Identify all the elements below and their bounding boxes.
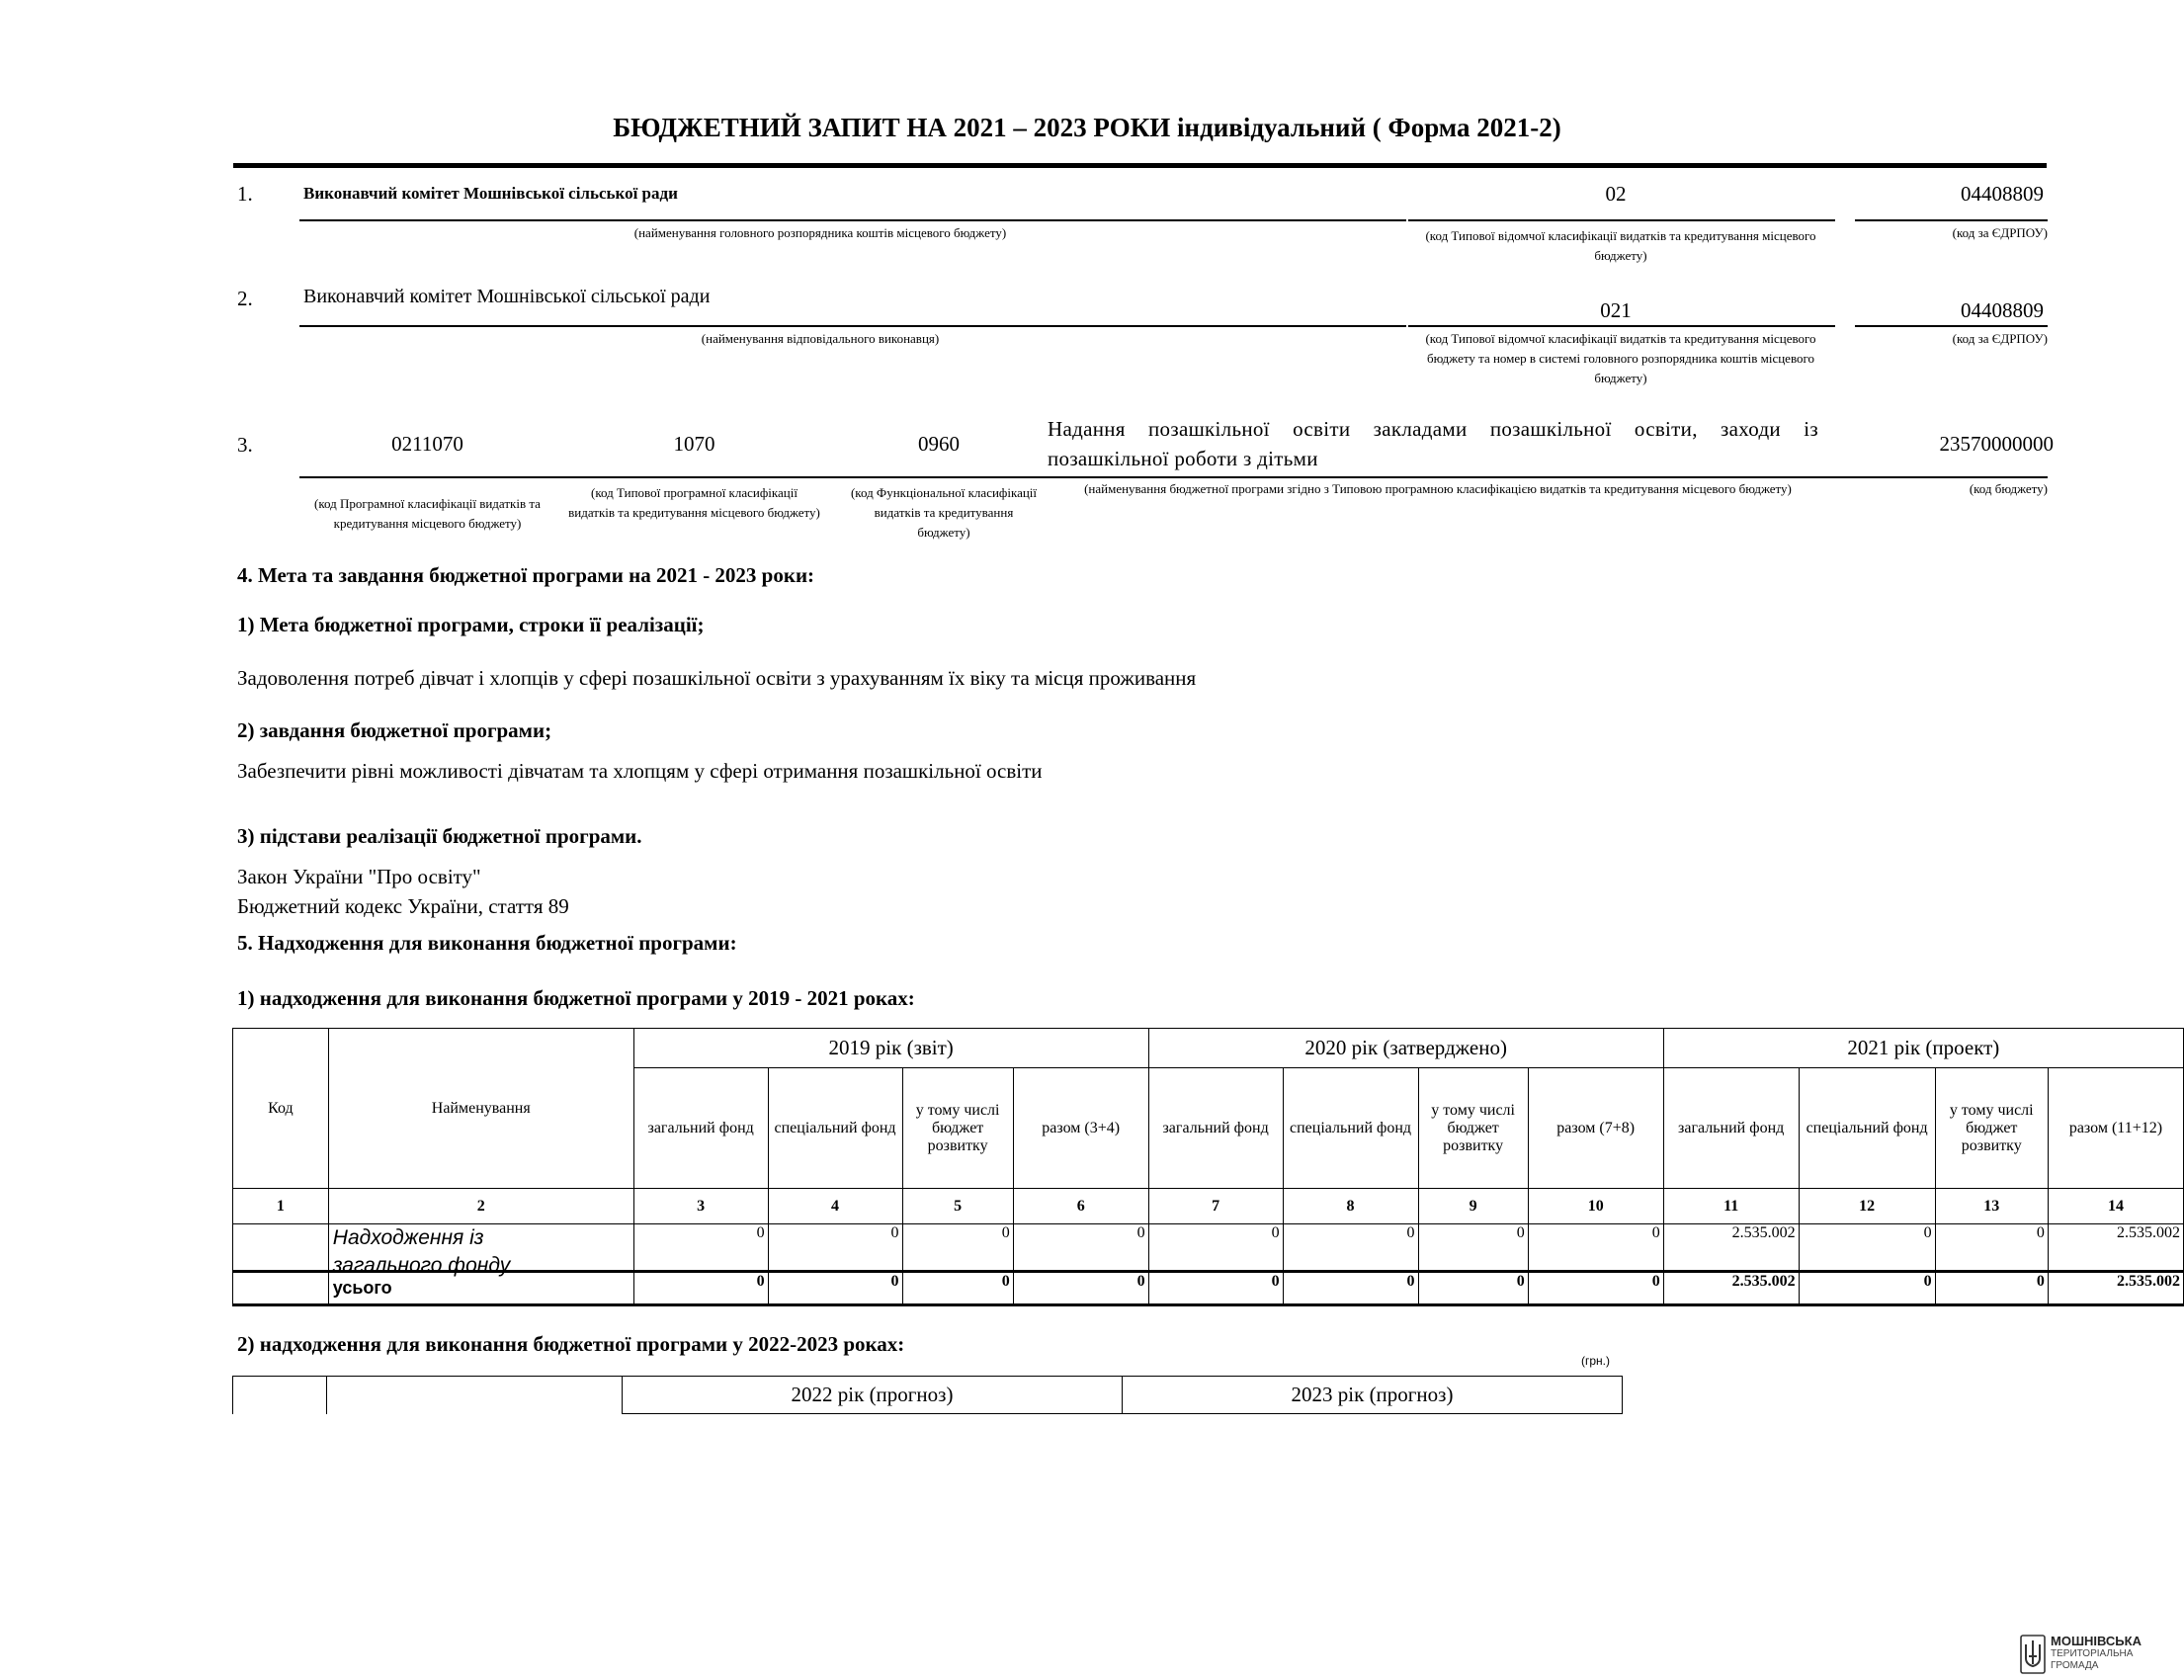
subheader-development-budget: у тому числі бюджет розвитку <box>1418 1068 1528 1189</box>
row1-name-line <box>299 219 1406 221</box>
page-title: БЮДЖЕТНИЙ ЗАПИТ НА 2021 – 2023 РОКИ індивідуальний ( Форма 2021-2) <box>613 113 1561 142</box>
row-code <box>233 1224 329 1272</box>
budget-code-caption: (код бюджету) <box>1969 481 2048 496</box>
goal-heading: 1) Мета бюджетної програми, строки її реалізації; <box>237 613 705 636</box>
community-logo <box>2020 1635 2168 1674</box>
table2-heading: 2) надходження для виконання бюджетної програми у 2022-2023 роках: <box>237 1332 905 1356</box>
subheader-development-budget: у тому числі бюджет розвитку <box>902 1068 1013 1189</box>
row3-line <box>299 476 2036 478</box>
subheader-total: разом (3+4) <box>1013 1068 1148 1189</box>
column-number: 9 <box>1418 1189 1528 1224</box>
row1-code: 02 <box>1605 182 1627 206</box>
title-rule <box>233 163 2047 168</box>
subheader-general-fund: загальний фонд <box>633 1068 768 1189</box>
column-number: 1 <box>233 1189 329 1224</box>
logo-line-2: ТЕРИТОРІАЛЬНА <box>2051 1648 2134 1659</box>
row2-code: 021 <box>1600 298 1632 322</box>
table-row-total <box>233 1272 2184 1305</box>
section4-heading: 4. Мета та завдання бюджетної програми на 2021 - 2023 роки: <box>237 563 815 587</box>
column-numbers-row <box>233 1189 2184 1224</box>
subheader-special-fund: спеціальний фонд <box>768 1068 902 1189</box>
table1-clip <box>231 1027 2180 1313</box>
subheader-development-budget: у тому числі бюджет розвитку <box>1935 1068 2048 1189</box>
value-cell: 2.535.002 <box>1663 1224 1799 1272</box>
logo-line-1: МОШНІВСЬКА <box>2051 1634 2142 1648</box>
total-cell: 0 <box>1528 1272 1663 1305</box>
total-cell: 0 <box>1148 1272 1283 1305</box>
header-year-2021: 2021 рік (проект) <box>1663 1029 2183 1068</box>
row3-number: 3. <box>237 433 253 457</box>
value-cell: 0 <box>633 1224 768 1272</box>
row3-budget-line <box>1855 476 2048 478</box>
row2-edrpou: 04408809 <box>1961 298 2044 322</box>
row2-number: 2. <box>237 287 253 310</box>
header-name: Найменування <box>328 1029 633 1189</box>
functional-code-caption: (код Функціональної класифікації видатків та кредитування бюджету) <box>850 485 1038 540</box>
total-cell: 2.535.002 <box>1663 1272 1799 1305</box>
budget-code: 23570000000 <box>1939 432 2054 456</box>
column-number: 12 <box>1799 1189 1935 1224</box>
value-cell: 2.535.002 <box>2048 1224 2183 1272</box>
total-cell: 0 <box>902 1272 1013 1305</box>
column-number: 10 <box>1528 1189 1663 1224</box>
income-table-2019-2021 <box>232 1028 2184 1306</box>
row-name: усього <box>328 1272 633 1305</box>
subheader-total: разом (7+8) <box>1528 1068 1663 1189</box>
value-cell: 0 <box>1528 1224 1663 1272</box>
value-cell: 0 <box>1935 1224 2048 1272</box>
row-name <box>328 1224 633 1277</box>
column-number: 11 <box>1663 1189 1799 1224</box>
header-code: Код <box>233 1029 329 1189</box>
row2-organization: Виконавчий комітет Мошнівської сільської ради <box>303 286 711 307</box>
value-cell: 0 <box>1148 1224 1283 1272</box>
value-cell: 0 <box>1013 1224 1148 1272</box>
row1-edrpou-line <box>1855 219 2048 221</box>
row1-edrpou: 04408809 <box>1961 182 2044 206</box>
trident-icon <box>2020 1635 2046 1674</box>
subheader-general-fund: загальний фонд <box>1148 1068 1283 1189</box>
column-number: 4 <box>768 1189 902 1224</box>
value-cell: 0 <box>902 1224 1013 1272</box>
row1-code-caption: (код Типової відомчої класифікації видатків та кредитування місцевого бюджету) <box>1425 228 1816 263</box>
row1-code-line <box>1408 219 1835 221</box>
basis-line-2: Бюджетний кодекс України, стаття 89 <box>237 894 569 918</box>
program-code: 0211070 <box>391 432 463 456</box>
unit-label: (грн.) <box>1581 1354 1611 1368</box>
column-number: 7 <box>1148 1189 1283 1224</box>
row1-name-caption: (найменування головного розпорядника коштів місцевого бюджету) <box>633 225 1007 240</box>
task-text: Забезпечити рівні можливості дівчатам та хлопцям у сфері отримання позашкільної освіти <box>237 759 1043 783</box>
total-cell: 0 <box>1283 1272 1418 1305</box>
row2-name-caption: (найменування відповідального виконавця) <box>701 331 940 346</box>
header-year-2023: 2023 рік (прогноз) <box>1123 1377 1623 1414</box>
value-cell: 0 <box>768 1224 902 1272</box>
column-number: 5 <box>902 1189 1013 1224</box>
typical-program-code: 1070 <box>673 432 715 456</box>
column-number: 6 <box>1013 1189 1148 1224</box>
header-year-2019: 2019 рік (звіт) <box>633 1029 1148 1068</box>
row-code <box>233 1272 329 1305</box>
total-cell: 0 <box>1799 1272 1935 1305</box>
row2-code-caption: (код Типової відомчої класифікації видатків та кредитування місцевого бюджету та номер в системі головного розпорядника коштів місцевого бюджету) <box>1425 331 1816 385</box>
header-year-2022: 2022 рік (прогноз) <box>623 1377 1123 1414</box>
total-cell: 0 <box>768 1272 902 1305</box>
header-code <box>233 1377 327 1414</box>
table1-heading: 1) надходження для виконання бюджетної програми у 2019 - 2021 роках: <box>237 986 915 1010</box>
row1-number: 1. <box>237 182 253 206</box>
header-year-2020: 2020 рік (затверджено) <box>1148 1029 1663 1068</box>
table-row-income <box>233 1224 2184 1272</box>
logo-line-3: ГРОМАДА <box>2051 1660 2099 1671</box>
row2-edrpou-line <box>1855 325 2048 327</box>
row1-edrpou-caption: (код за ЄДРПОУ) <box>1952 225 2048 240</box>
column-number: 3 <box>633 1189 768 1224</box>
section5-heading: 5. Надходження для виконання бюджетної програми: <box>237 931 737 955</box>
column-number: 2 <box>328 1189 633 1224</box>
value-cell: 0 <box>1418 1224 1528 1272</box>
total-cell: 0 <box>1418 1272 1528 1305</box>
program-code-caption: (код Програмної класифікації видатків та кредитування місцевого бюджету) <box>314 496 541 531</box>
total-cell: 0 <box>1935 1272 2048 1305</box>
subheader-general-fund: загальний фонд <box>1663 1068 1799 1189</box>
value-cell: 0 <box>1283 1224 1418 1272</box>
row-name-text: Надходження із загального фонду <box>332 1226 511 1277</box>
total-cell: 0 <box>633 1272 768 1305</box>
column-number: 8 <box>1283 1189 1418 1224</box>
task-heading: 2) завдання бюджетної програми; <box>237 718 552 742</box>
row1-organization: Виконавчий комітет Мошнівської сільської ради <box>303 184 678 203</box>
basis-heading: 3) підстави реалізації бюджетної програми. <box>237 824 642 848</box>
income-table-2022-2023 <box>232 1376 1623 1414</box>
functional-code: 0960 <box>918 432 960 456</box>
basis-line-1: Закон України "Про освіту" <box>237 865 481 888</box>
program-name-caption: (найменування бюджетної програми згідно з Типовою програмною класифікацією видатків та кредитування місцевого бюджету) <box>1084 481 1792 496</box>
row2-name-line <box>299 325 1406 327</box>
subheader-special-fund: спеціальний фонд <box>1799 1068 1935 1189</box>
program-name: Надання позашкільної освіти закладами позашкільної освіти, заходи із позашкільної роботи з дітьми <box>1048 417 1818 470</box>
subheader-special-fund: спеціальний фонд <box>1283 1068 1418 1189</box>
row2-edrpou-caption: (код за ЄДРПОУ) <box>1952 331 2048 346</box>
header-name <box>327 1377 623 1414</box>
total-cell: 0 <box>1013 1272 1148 1305</box>
row2-code-line <box>1408 325 1835 327</box>
typical-program-code-caption: (код Типової програмної класифікації видатків та кредитування місцевого бюджету) <box>568 485 820 520</box>
column-number: 13 <box>1935 1189 2048 1224</box>
value-cell: 0 <box>1799 1224 1935 1272</box>
subheader-total: разом (11+12) <box>2048 1068 2183 1189</box>
goal-text: Задоволення потреб дівчат і хлопців у сфері позашкільної освіти з урахуванням їх віку та місця проживання <box>237 666 1197 690</box>
column-number: 14 <box>2048 1189 2183 1224</box>
total-cell: 2.535.002 <box>2048 1272 2183 1305</box>
